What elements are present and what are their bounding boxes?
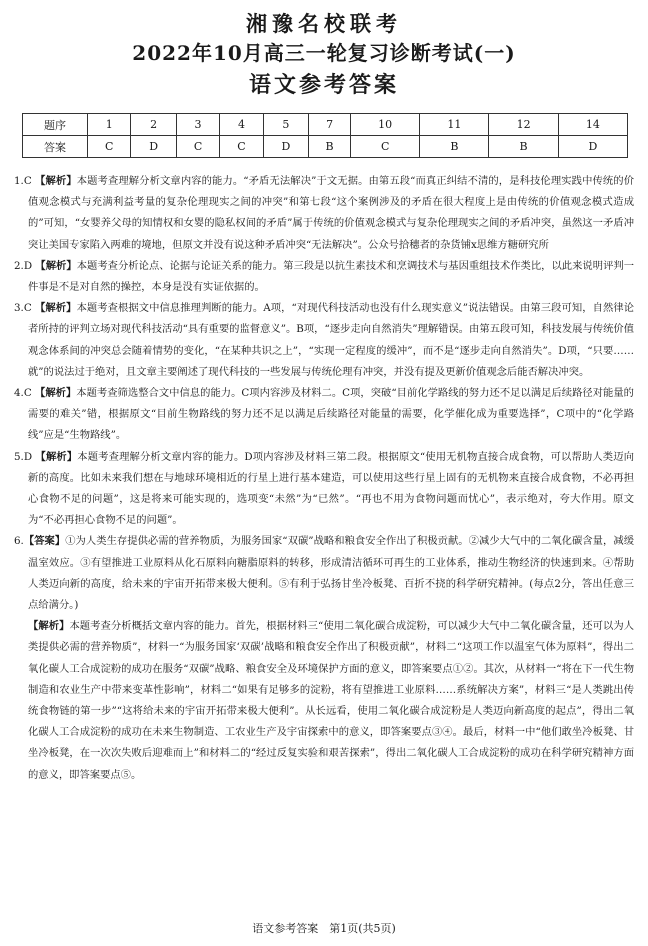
item-number: 4.C [14, 387, 32, 400]
answer-table [22, 113, 628, 158]
item-number: 3.C [14, 302, 32, 315]
explanation-item-5 [14, 447, 634, 532]
page-footer: 语文参考答案 第1页(共5页) [252, 922, 396, 935]
answer-letter: C [220, 136, 263, 158]
question-number: 4 [220, 114, 263, 136]
item-text: 本题考查分析概括文章内容的能力。首先，根据材料三“使用二氧化碳合成淀粉，可以减少大气中二氧化碳含量，还可以为人类提供必需的营养物质”，材料一“为服务国家‘双碳’战略和粮食安全作出了积极贡献”，材料二“这项工作以温室气体为原料”，得出二氧化碳人工合成淀粉的成功在服务“双碳”战略、粮食安全及环境保护方面的意义，即答案要点①②。其次，从材料一“将在下一代生物制造和农业生产中带来变革性影响”，材料二“如果有足够多的淀粉，将有望推进工业原料……系统解决方案”，材料三“是人类跳出传统食物链的第一步”“这将给未来的宇宙开拓带来极大便利”。从长远看，使用二氧化碳合成淀粉是人类迈向新高度的起点”，得出二氧化碳人工合成淀粉的成功在未来生物制造、工农业生产及宇宙探索中的意义，即答案要点③④。最后，材料一中“他们敢坐冷板凳、甘坐冷板凳，在一次次失败后迎难而上”和材料二的“经过反复实验和艰苦探索”，得出二氧化碳人工合成淀粉的成功在科学研究精神方面的意义，即答案要点⑤。 [28, 620, 635, 781]
header-title-1: 湘豫名校联考 [246, 11, 402, 36]
question-number: 12 [489, 114, 558, 136]
question-number: 1 [88, 114, 131, 136]
answer-letter: B [309, 136, 351, 158]
answer-letter: D [558, 136, 627, 158]
analysis-tag: 【解析】 [35, 302, 77, 315]
answer-letter: D [263, 136, 308, 158]
analysis-tag: 【解析】 [28, 620, 70, 633]
answer-letter: D [131, 136, 176, 158]
question-number: 11 [420, 114, 489, 136]
answer-explanations [14, 171, 634, 786]
answer-letter: B [420, 136, 489, 158]
answer-letter: C [88, 136, 131, 158]
row-label-answers: 答案 [23, 136, 88, 158]
item-text: 本题考查理解分析文章内容的能力。“矛盾无法解决”于文无据。由第五段“而真正纠结不清的，是科技伦理实践中传统的价值观念模式与充满利益考量的复杂伦理现实之间的冲突”和第七段“这个案例涉及的矛盾在很大程度上是由传统的价值观念模式造成的”可知，“女婴养父母的知情权和女婴的隐私权间的矛盾”属于传统的价值观念模式与复杂伦理现实之间的矛盾冲突，虽然这一矛盾冲突让美国专家陷入两难的境地，但原文并没有说这种矛盾冲突“无法解决”。公众号拾穗者的杂货铺x思维方糖研究所 [28, 175, 634, 251]
row-label-numbers: 题序 [23, 114, 88, 136]
table-row-answers [23, 136, 628, 158]
question-number: 3 [176, 114, 219, 136]
item-text: 本题考查根据文中信息推理判断的能力。A项，“对现代科技活动也没有什么现实意义”说法错误。由第三段可知，自然律论者所持的评判立场对现代科技活动“具有重要的监督意义”。B项，“逐步走向自然消失”理解错误。由第五段可知，科技发展与传统价值观念体系间的冲突总会随着情势的变化，“在某种共识之上”，“实现一定程度的缓冲”，而不是“逐步走向自然消失”。D项，“只要……就”的说法过于绝对，且文章主要阐述了现代科技的一些发展与传统伦理有冲突，并没有提及更新价值观念后能否解决冲突。 [28, 302, 635, 378]
answer-tag: 【答案】 [23, 535, 66, 548]
question-number: 10 [351, 114, 420, 136]
question-number: 2 [131, 114, 176, 136]
analysis-tag: 【解析】 [35, 450, 78, 463]
question-number: 7 [309, 114, 351, 136]
explanation-item-6-analysis [14, 616, 634, 786]
item-text: 本题考查筛选整合文中信息的能力。C项内容涉及材料二。C项，突破“目前化学路线的努力还不足以满足后续路径对能量的需要的难关”错，根据原文“目前生物路线的努力还不足以满足后续路径对能量的需要，化学催化成为重要选择”，C项中的“化学路线”应是“生物路线”。 [28, 387, 634, 442]
answer-letter: B [489, 136, 558, 158]
item-number: 1.C [14, 175, 32, 187]
explanation-item-6-answer [14, 531, 634, 616]
header-title-2: 2022年10月高三一轮复习诊断考试(一) [132, 41, 516, 65]
explanation-item-2 [14, 256, 634, 298]
item-text: 本题考查分析论点、论据与论证关系的能力。第三段是以抗生素技术和烹调技术与基因重组技术作类比，以此来说明评判一件事是不是对自然的操控，本身是没有实证依据的。 [28, 259, 635, 294]
item-number: 6. [14, 535, 24, 548]
answer-letter: C [176, 136, 219, 158]
header-title-3: 语文参考答案 [248, 72, 399, 98]
explanation-item-4 [14, 383, 634, 447]
analysis-tag: 【解析】 [35, 259, 77, 272]
item-text: 本题考查理解分析文章内容的能力。D项内容涉及材料三第二段。根据原文“使用无机物直接合成食物，可以帮助人类迈向新的高度。比如未来我们想在与地球环境相近的行星上进行基本建造，可以使用这些行星上固有的无机物来直接合成食物，不必再担心食物不足的问题”，这是将来可能实现的，选项变“未然”为“已然”。“再也不用为食物问题而忧心”，表示绝对，夸大作用。原文为“不必再担心食物不足的问题”。 [28, 450, 634, 527]
item-number: 2.D [14, 259, 33, 272]
analysis-tag: 【解析】 [35, 175, 77, 187]
item-number: 5.D [14, 450, 33, 463]
answer-letter: C [351, 136, 420, 158]
explanation-item-1 [14, 171, 634, 256]
question-number: 5 [263, 114, 308, 136]
item-answer-text: ①为人类生存提供必需的营养物质，为服务国家“双碳”战略和粮食安全作出了积极贡献。②减少大气中的二氧化碳含量，减缓温室效应。③有望推进工业原料从化石原料向糖脂原料的转移，形成清洁循环可再生的工业体系，推动生物经济的快速到来。④帮助人类迈向新的高度，给未来的宇宙开拓带来极大便利。⑤有利于弘扬甘坐冷板凳、百折不挠的科学研究精神。(每点2分，答出任意三点给满分。) [28, 535, 634, 612]
question-number: 14 [558, 114, 627, 136]
table-row-numbers [23, 114, 628, 136]
explanation-item-3 [14, 298, 634, 383]
analysis-tag: 【解析】 [35, 387, 77, 400]
